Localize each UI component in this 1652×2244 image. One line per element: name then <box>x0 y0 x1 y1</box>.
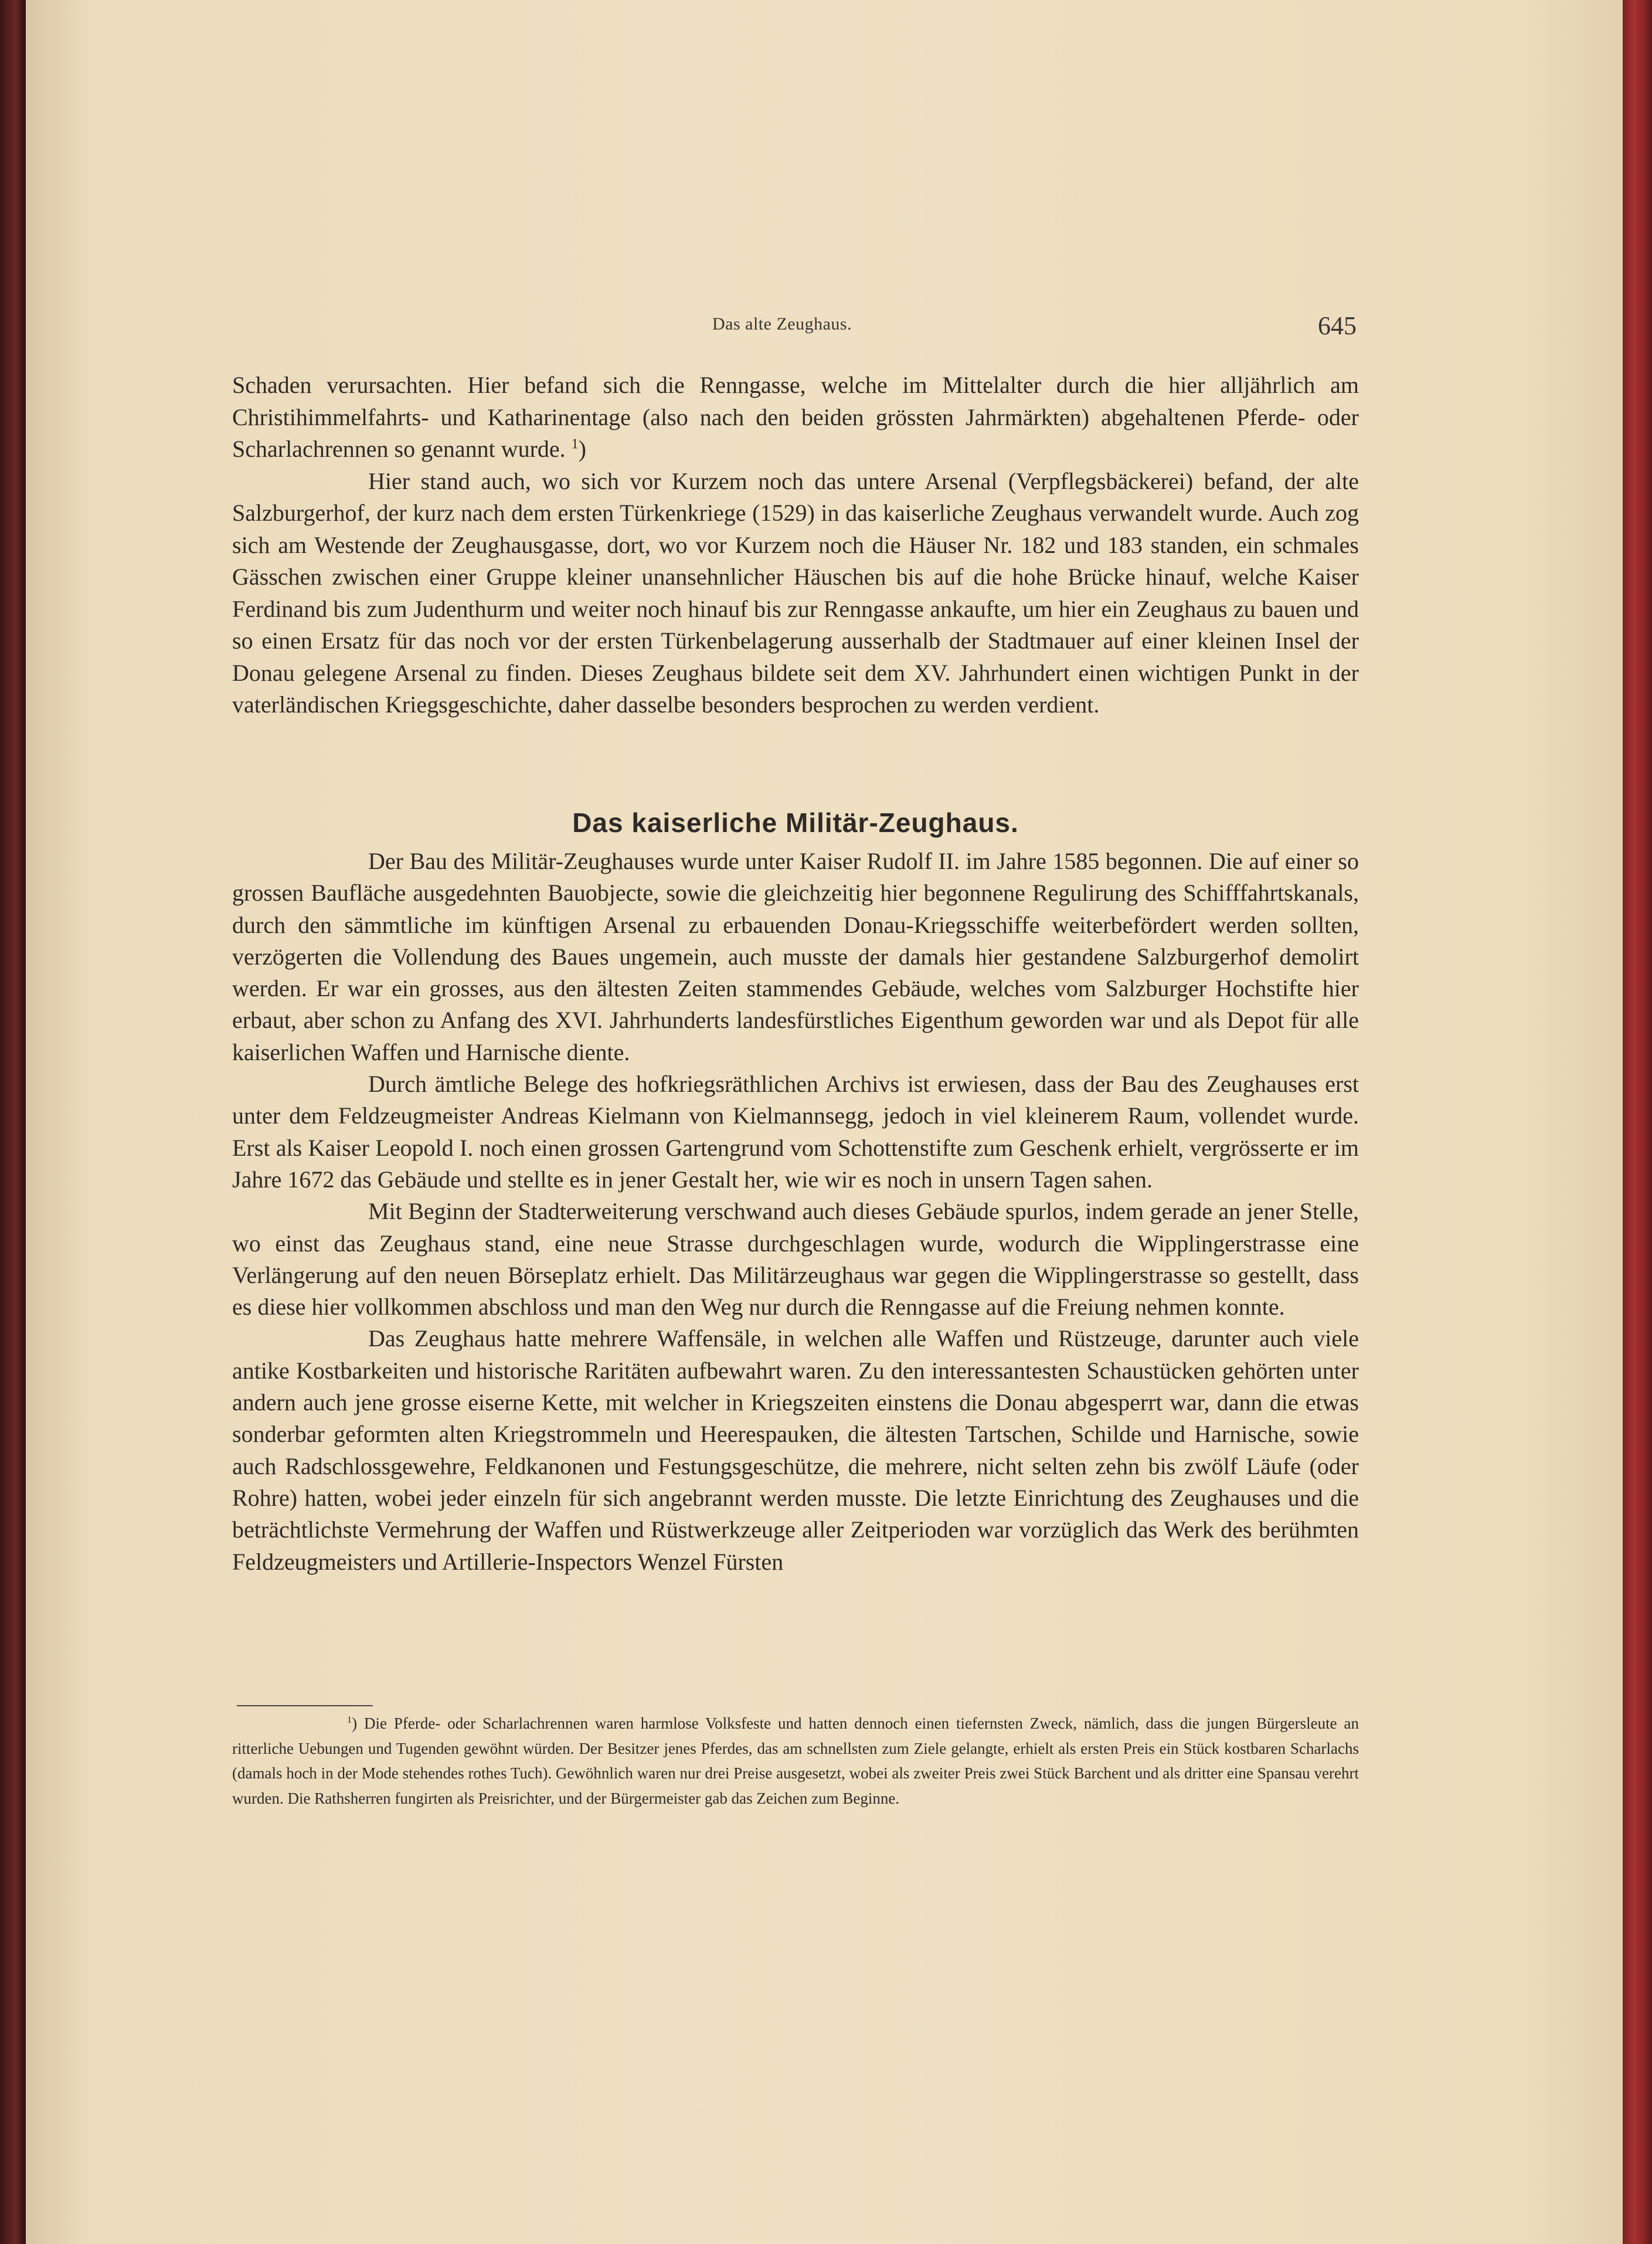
footnote-text: Die Pferde- oder Scharlachrennen waren harmlose Volksfeste und hatten dennoch einen tiefernsten Zweck, nämlich, dass die jungen Bürgersleute an ritterliche Uebungen und Tugenden gewöhnt würden. Der Besitzer jenes Pferdes, das am schnellsten zum Ziele gelangte, erhielt als ersten Preis ein Stück kostbaren Scharlachs (damals hoch in der Mode stehendes rothes Tuch). Gewöhnlich waren nur drei Preise ausgesetzt, wobei als zweiter Preis zwei Stück Barchent und als dritter eine Spansau verehrt wurden. Die Rathsherren fungirten als Preisrichter, und der Bürgermeister gab das Zeichen zum Beginne. <box>232 1715 1359 1807</box>
page-number: 645 <box>1318 311 1357 340</box>
footnote-reference[interactable]: 1 <box>571 436 579 452</box>
paragraph: Der Bau des Militär-Zeughauses wurde unter Kaiser Rudolf II. im Jahre 1585 begonnen. Die auf einer so grossen Baufläche ausgedehnten Bauobjecte, sowie die gleichzeitig hier begonnene Regulirung des Schifffahrtskanals, durch den sämmtliche im künftigen Arsenal zu erbauenden Donau-Kriegsschiffe weiterbefördert werden sollten, verzögerten die Vollendung des Baues ungemein, auch musste der damals hier gestandene Salzburgerhof demolirt werden. Er war ein grosses, aus den ältesten Zeiten stammendes Gebäude, welches vom Salzburger Hochstifte hier erbaut, aber schon zu Anfang des XVI. Jahrhunderts landesfürstliches Eigenthum geworden war und als Depot für alle kaiserlichen Waffen und Harnische diente. <box>232 848 1359 1065</box>
book-binding-left <box>0 0 26 2244</box>
footnote-reference-close: ) <box>578 436 586 462</box>
paragraph-text: Schaden verursachten. Hier befand sich die Renngasse, welche im Mittelalter durch die hier alljährlich am Christihimmelfahrts- und Katharinentage (also nach den beiden grössten Jahrmärkten) abgehaltenen Pferde- oder Scharlachrennen so genannt wurde. <box>232 372 1359 462</box>
paragraph: Durch ämtliche Belege des hofkriegsräthlichen Archivs ist erwiesen, dass der Bau des Zeughauses erst unter dem Feldzeugmeister Andreas Kielmann von Kielmannsegg, jedoch in viel kleinerem Raum, vollendet wurde. Erst als Kaiser Leopold I. noch einen grossen Gartengrund vom Schottenstifte zum Geschenk erhielt, vergrösserte er im Jahre 1672 das Gebäude und stellte es in jener Gestalt her, wie wir es noch in unsern Tagen sahen. <box>232 1071 1359 1193</box>
paragraph: Das Zeughaus hatte mehrere Waffensäle, in welchen alle Waffen und Rüstzeuge, darunter auch viele antike Kostbarkeiten und historische Raritäten aufbewahrt waren. Zu den interessantesten Schaustücken gehörten unter andern auch jene grosse eiserne Kette, mit welcher in Kriegszeiten einstens die Donau abgesperrt war, dann die etwas sonderbar geformten alten Kriegstrommeln und Heerespauken, die ältesten Tartschen, Schilde und Harnische, sowie auch Radschlossgewehre, Feldkanonen und Festungsgeschütze, die mehrere, nicht selten zehn bis zwölf Läufe (oder Rohre) hatten, wobei jeder einzeln für sich angebrannt werden musste. Die letzte Einrichtung des Zeughauses und die beträchtlichste Vermehrung der Waffen und Rüstwerkzeuge aller Zeitperioden war vorzüglich das Werk des berühmten Feldzeugmeisters und Artillerie-Inspectors Wenzel Fürsten <box>232 1325 1359 1575</box>
paragraph: Hier stand auch, wo sich vor Kurzem noch das untere Arsenal (Verpflegsbäckerei) befand, der alte Salzburgerhof, der kurz nach dem ersten Türkenkriege (1529) in das kaiserliche Zeughaus verwandelt wurde. Auch zog sich am Westende der Zeughausgasse, dort, wo vor Kurzem noch die Häuser Nr. 182 und 183 standen, ein schmales Gässchen zwischen einer Gruppe kleiner unansehnlicher Häuschen bis auf die hohe Brücke hinauf, welche Kaiser Ferdinand bis zum Judenthurm und weiter noch hinauf bis zur Renngasse ankaufte, um hier ein Zeughaus zu bauen und so einen Ersatz für das noch vor der ersten Türkenbelagerung ausserhalb der Stadtmauer auf einer kleinen Insel der Donau gelegene Arsenal zu finden. Dieses Zeughaus bildete seit dem XV. Jahrhundert einen wichtigen Punkt in der vaterländischen Kriegsgeschichte, daher dasselbe besonders besprochen zu werden verdient. <box>232 467 1359 718</box>
book-cover-edge <box>1623 0 1652 2244</box>
paragraph <box>232 369 1359 466</box>
running-title: Das alte Zeughaus. <box>712 314 852 334</box>
footnote-divider <box>237 1705 373 1706</box>
section-heading: Das kaiserliche Militär-Zeughaus. <box>572 807 1019 838</box>
footnote-marker-close: ) <box>352 1715 358 1732</box>
body-section-2 <box>232 846 1359 1578</box>
footnote-paragraph <box>232 1711 1359 1811</box>
paragraph: Mit Beginn der Stadterweiterung verschwand auch dieses Gebäude spurlos, indem gerade an jener Stelle, wo einst das Zeughaus stand, eine neue Strasse durchgeschlagen wurde, wodurch die Wipplingerstrasse eine Verlängerung auf den neuen Börseplatz erhielt. Das Militärzeughaus war gegen die Wipplingerstrasse so gestellt, dass es diese hier vollkommen abschloss und man den Weg nur durch die Renngasse auf die Freiung nehmen konnte. <box>232 1198 1359 1320</box>
footnote-marker: 1 <box>347 1715 352 1725</box>
body-section-1 <box>232 369 1359 721</box>
footnote <box>232 1711 1359 1811</box>
